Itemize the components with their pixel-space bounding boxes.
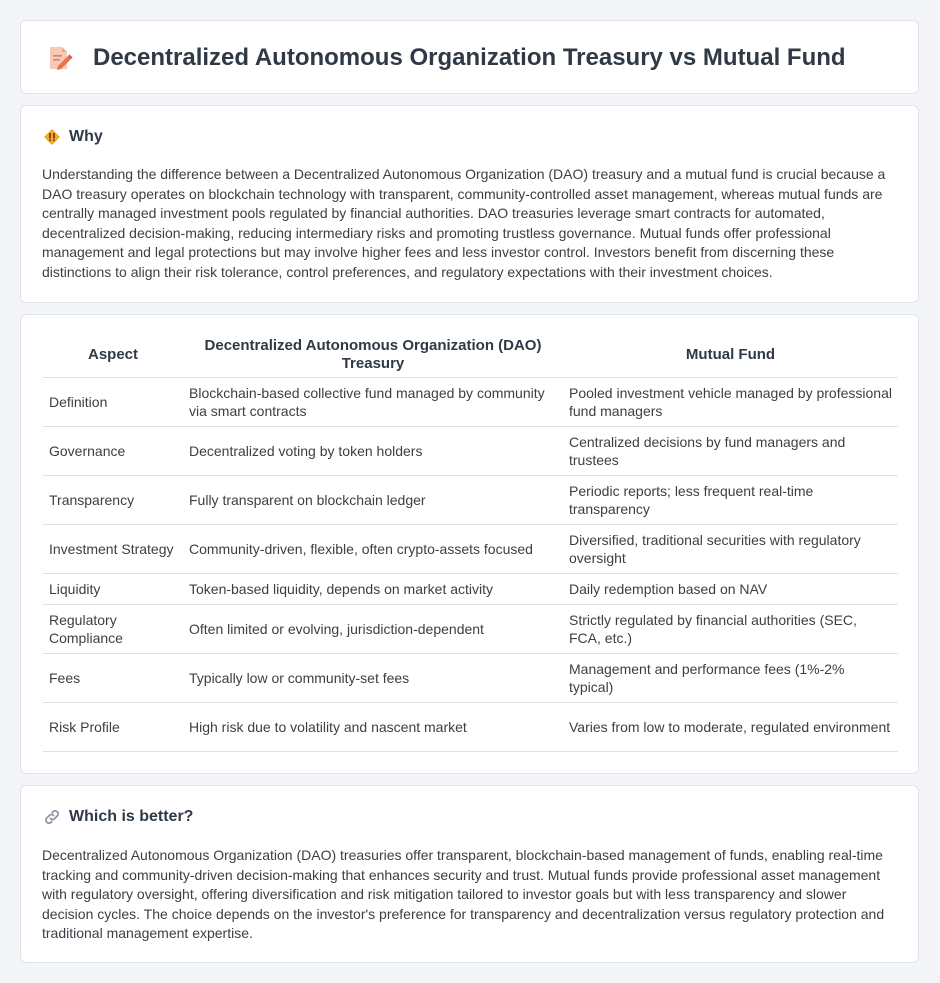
cell-mutual-fund: Strictly regulated by financial authorities (SEC, FCA, etc.) bbox=[563, 604, 898, 653]
why-heading: Why bbox=[69, 128, 103, 145]
cell-dao: High risk due to volatility and nascent market bbox=[183, 702, 563, 751]
cell-dao: Decentralized voting by token holders bbox=[183, 426, 563, 475]
title-card bbox=[20, 20, 919, 94]
cell-mutual-fund: Periodic reports; less frequent real-time transparency bbox=[563, 475, 898, 524]
table-row bbox=[43, 604, 898, 653]
table-header-row bbox=[43, 333, 898, 377]
cell-aspect: Investment Strategy bbox=[43, 524, 183, 573]
better-heading: Which is better? bbox=[69, 808, 194, 825]
header-aspect: Aspect bbox=[43, 333, 183, 377]
link-icon bbox=[43, 808, 61, 826]
better-text: Decentralized Autonomous Organization (DAO) treasuries offer transparent, blockchain-based management of funds, enabling real-time tracking and community-driven decision-making that enhances security and trust. Mutual funds provide professional asset management with regulatory oversight, offering diversification and risk mitigation tailored to investor goals but with less transparency and slower decision cycles. The choice depends on the investor's preference for transparency and decentralization versus regulatory protection and traditional management expertise. bbox=[42, 847, 885, 942]
comparison-table bbox=[43, 333, 898, 752]
cell-mutual-fund: Varies from low to moderate, regulated environment bbox=[563, 702, 898, 751]
document-pencil-icon bbox=[45, 44, 73, 72]
cell-dao: Fully transparent on blockchain ledger bbox=[183, 475, 563, 524]
header-dao: Decentralized Autonomous Organization (DAO) Treasury bbox=[183, 333, 563, 377]
cell-aspect: Definition bbox=[43, 377, 183, 426]
table-row bbox=[43, 573, 898, 604]
cell-mutual-fund: Centralized decisions by fund managers and trustees bbox=[563, 426, 898, 475]
comparison-section bbox=[20, 314, 919, 774]
table-row bbox=[43, 377, 898, 426]
cell-dao: Token-based liquidity, depends on market activity bbox=[183, 573, 563, 604]
page-title: Decentralized Autonomous Organization Treasury vs Mutual Fund bbox=[93, 44, 846, 71]
cell-dao: Typically low or community-set fees bbox=[183, 653, 563, 702]
cell-mutual-fund: Diversified, traditional securities with regulatory oversight bbox=[563, 524, 898, 573]
table-row bbox=[43, 524, 898, 573]
cell-dao: Blockchain-based collective fund managed by community via smart contracts bbox=[183, 377, 563, 426]
cell-aspect: Transparency bbox=[43, 475, 183, 524]
header-mutual-fund: Mutual Fund bbox=[563, 333, 898, 377]
table-row bbox=[43, 653, 898, 702]
table-row bbox=[43, 426, 898, 475]
table-row bbox=[43, 702, 898, 751]
which-is-better-section bbox=[20, 785, 919, 963]
why-text: Understanding the difference between a Decentralized Autonomous Organization (DAO) treasury and a mutual fund is crucial because a DAO treasury operates on blockchain technology with transparent, community-controlled asset management, whereas mutual funds are centrally managed investment pools regulated by financial authorities. DAO treasuries leverage smart contracts for automated, decentralized decision-making, reducing intermediary risks and promoting trustless governance. Mutual funds offer professional management and legal protections but may involve higher fees and less investor control. Investors benefit from discerning these distinctions to align their risk tolerance, control preferences, and regulatory expectations with their investment choices. bbox=[42, 166, 886, 280]
cell-aspect: Fees bbox=[43, 653, 183, 702]
why-section bbox=[20, 105, 919, 303]
cell-mutual-fund: Daily redemption based on NAV bbox=[563, 573, 898, 604]
cell-dao: Often limited or evolving, jurisdiction-dependent bbox=[183, 604, 563, 653]
cell-aspect: Regulatory Compliance bbox=[43, 604, 183, 653]
cell-dao: Community-driven, flexible, often crypto-assets focused bbox=[183, 524, 563, 573]
diamond-warning-icon bbox=[43, 128, 61, 146]
cell-mutual-fund: Management and performance fees (1%-2% typical) bbox=[563, 653, 898, 702]
cell-aspect: Risk Profile bbox=[43, 702, 183, 751]
table-row bbox=[43, 475, 898, 524]
cell-aspect: Governance bbox=[43, 426, 183, 475]
cell-mutual-fund: Pooled investment vehicle managed by professional fund managers bbox=[563, 377, 898, 426]
cell-aspect: Liquidity bbox=[43, 573, 183, 604]
